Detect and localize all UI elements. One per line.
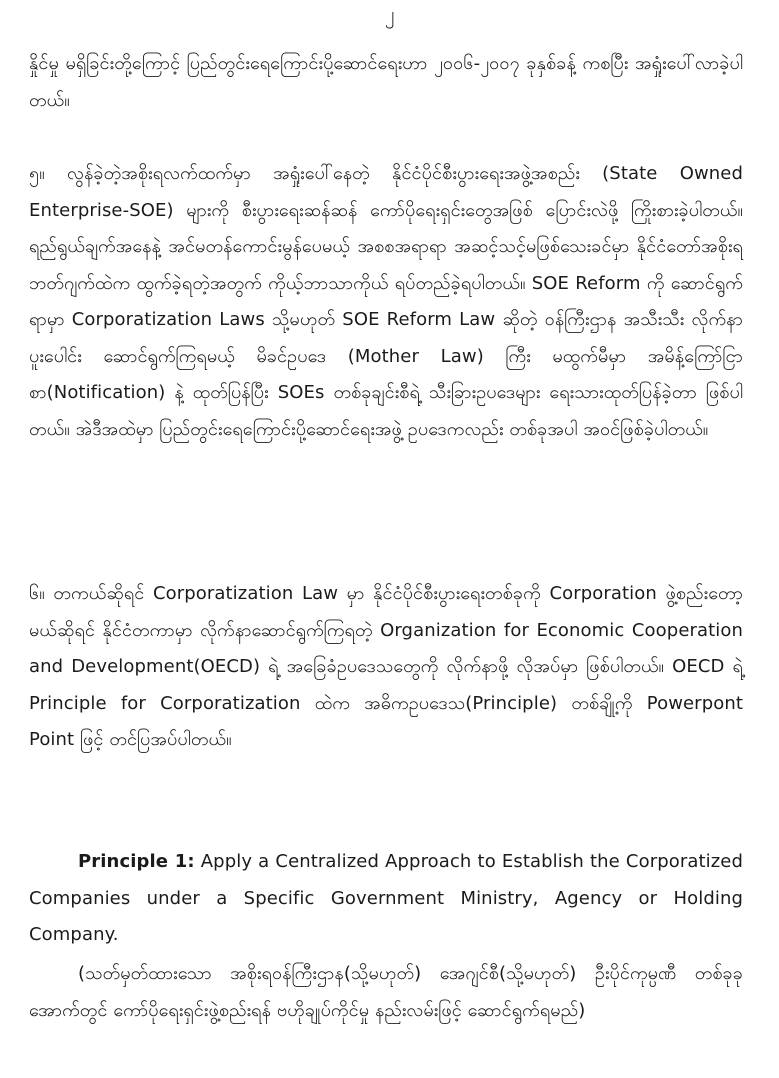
paragraph-6: ၆။ တကယ်ဆိုရင် Corporatization Law မှာ နိုင်ငံပိုင်စီးပွားရေးတစ်ခုကို Corporation ဖွဲ့စည်းတော့မယ်ဆိုရင် နိုင်ငံတကာမှာ လိုက်နာဆောင်ရွက်ကြရတဲ့ Organization for Economic Cooperation and Development(OECD) ရဲ့ အခြေခံဥပဒေသတွေကို လိုက်နာဖို့ လိုအပ်မှာ ဖြစ်ပါတယ်။ OECD ရဲ့ Principle for Corporatization ထဲက အဓိကဥပဒေသ(Principle) တစ်ချို့ကို Powerpont Point ဖြင့် တင်ပြအပ်ပါတယ်။ — [29, 583, 743, 750]
paragraph-intro-continuation: နှိုင်မှု မရှိခြင်းတို့ကြောင့် ပြည်တွင်းရေကြောင်းပို့ဆောင်ရေးဟာ ၂၀၀၆-၂၀၀၇ ခုနှစ်ခန့် ကစပြီး အရှုံးပေါ်လာခဲ့ပါတယ်။ — [29, 53, 743, 111]
principle-1-translation-text: (သတ်မှတ်ထားသော အစိုးရဝန်ကြီးဌာန(သို့မဟုတ်) အေဂျင်စီ(သို့မဟုတ်) ဦးပိုင်ကုမ္ပဏီ တစ်ခုခု အောက်တွင် ကော်ပိုရေးရှင်းဖွဲ့စည်းရန် ဗဟိုချုပ်ကိုင်မှု နည်းလမ်းဖြင့် ဆောင်ရွက်ရမည်) — [29, 963, 743, 1021]
principle-1-translation — [29, 956, 743, 1029]
paragraph-5: ၅။ လွန်ခဲ့တဲ့အစိုးရလက်ထက်မှာ အရှုံးပေါ်နေတဲ့ နိုင်ငံပိုင်စီးပွားရေးအဖွဲ့အစည်း (State Owned Enterprise-SOE) များကို စီးပွားရေးဆန်ဆန် ကော်ပိုရေးရှင်းတွေအဖြစ် ပြောင်းလဲဖို့ ကြိုးစားခဲ့ပါတယ်။ ရည်ရွယ်ချက်အနေနဲ့ အင်မတန်ကောင်းမွန်ပေမယ့် အစစအရာရာ အဆင့်သင့်မဖြစ်သေးခင်မှာ နိုင်ငံတော်အစိုးရဘတ်ဂျက်ထဲက ထွက်ခဲ့ရတဲ့အတွက် ကိုယ့်ဘာသာကိုယ် ရပ်တည်ခဲ့ရပါတယ်။ SOE Reform ကို ဆောင်ရွက်ရာမှာ Corporatization Laws သို့မဟုတ် SOE Reform Law ဆိုတဲ့ ဝန်ကြီးဌာန အသီးသီး လိုက်နာပူးပေါင်း ဆောင်ရွက်ကြရမယ့် မိခင်ဥပဒေ (Mother Law) ကြီး မထွက်မီမှာ အမိန့်ကြော်ငြာစာ(Notification) နဲ့ ထုတ်ပြန်ပြီး SOEs တစ်ခုချင်းစီရဲ့ သီးခြားဥပဒေများ ရေးသားထုတ်ပြန်ခဲ့တာ ဖြစ်ပါတယ်။ အဲဒီအထဲမှာ ပြည်တွင်းရေကြောင်းပို့ဆောင်ရေးအဖွဲ့ ဥပဒေကလည်း တစ်ခုအပါ အဝင်ဖြစ်ခဲ့ပါတယ်။ — [29, 163, 743, 440]
principle-1-heading: Principle 1: — [78, 851, 195, 872]
principle-1-text: Apply a Centralized Approach to Establish the Corporatized Companies under a Specific Government Ministry, Agency or Holding Company. — [29, 851, 743, 945]
principle-1-paragraph — [29, 844, 743, 954]
page-number: ၂ — [384, 3, 395, 25]
